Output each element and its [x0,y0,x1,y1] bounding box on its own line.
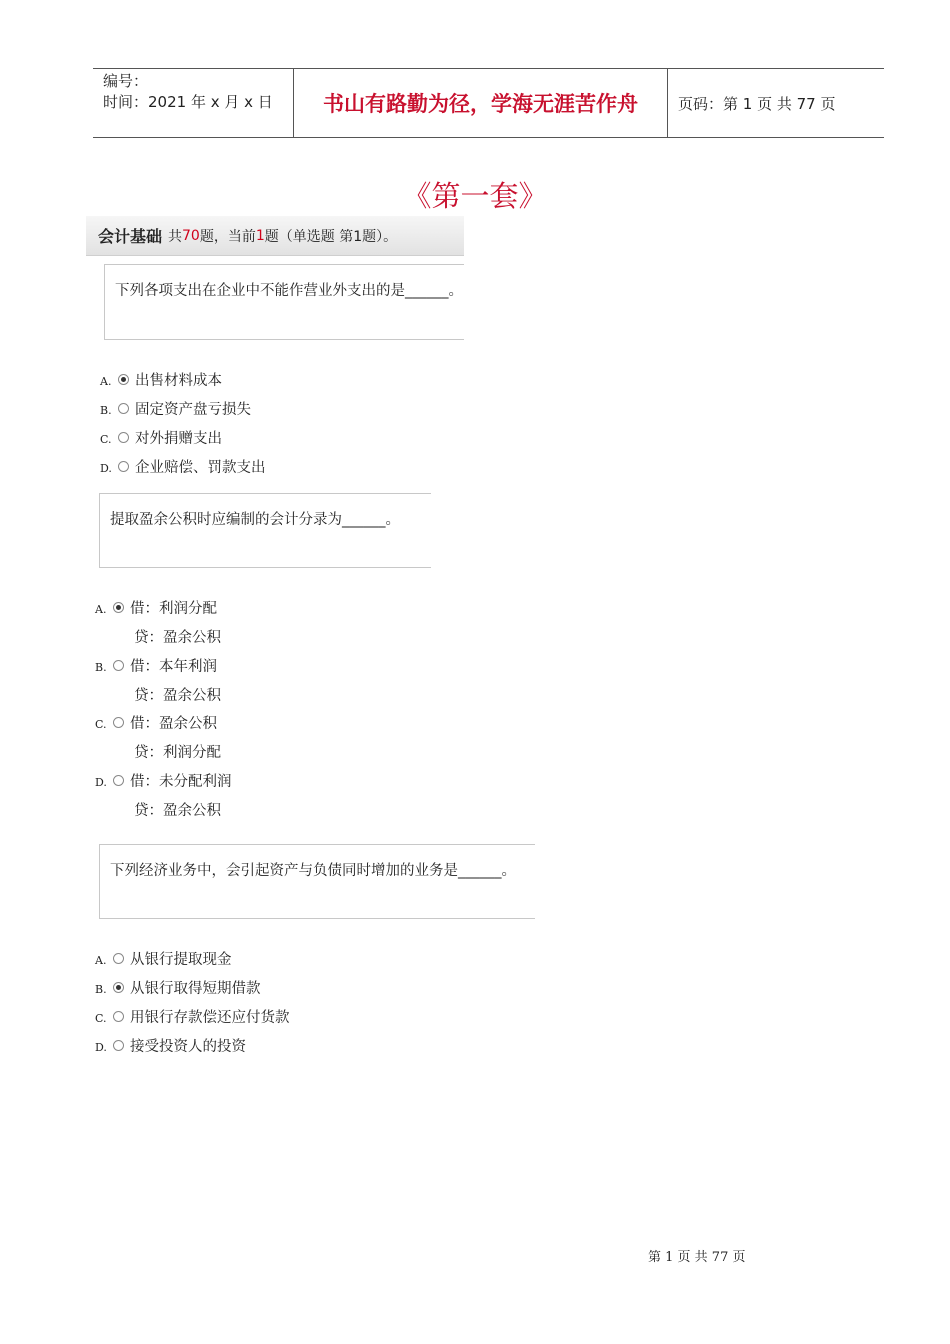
option-letter: D. [95,776,107,789]
option-text: 借：本年利润 [130,659,217,675]
option-2b-credit: 贷：盈余公积 [134,688,221,704]
option-3b[interactable] [95,977,261,998]
radio-selected-icon[interactable] [113,982,124,993]
option-2a-credit: 贷：盈余公积 [134,630,221,646]
question-box-1 [104,264,464,340]
option-text: 接受投资人的投资 [130,1039,246,1055]
page-footer: 第 1 页 共 77 页 [648,1250,746,1265]
option-text: 对外捐赠支出 [135,431,222,447]
option-letter: B. [95,983,107,996]
option-2c[interactable] [95,712,217,733]
total-count: 70 [182,227,200,244]
option-text: 固定资产盘亏损失 [135,402,251,418]
option-letter: B. [95,661,107,674]
radio-icon[interactable] [113,953,124,964]
option-1c[interactable] [100,427,222,448]
option-text: 用银行存款偿还应付货款 [130,1010,290,1026]
current-number: 1 [255,227,265,244]
header-slogan: 书山有路勤为径，学海无涯苦作舟 [294,69,668,137]
option-text: 企业赔偿、罚款支出 [135,460,266,476]
option-letter: D. [95,1041,107,1054]
page-header [93,68,884,138]
option-text: 借：未分配利润 [130,774,232,790]
option-letter: C. [95,718,107,731]
quiz-status-bar [86,216,464,256]
radio-selected-icon[interactable] [113,602,124,613]
radio-icon[interactable] [118,461,129,472]
radio-icon[interactable] [118,432,129,443]
option-letter: C. [95,1012,107,1025]
radio-icon[interactable] [118,403,129,414]
total-prefix: 共 [168,228,183,245]
option-text: 出售材料成本 [135,373,222,389]
option-1a[interactable] [100,369,222,390]
radio-icon[interactable] [113,775,124,786]
document-title: 《第一套》 [402,179,548,213]
option-1b[interactable] [100,398,251,419]
option-letter: B. [100,404,112,417]
option-2c-credit: 贷：利润分配 [134,745,221,761]
option-3a[interactable] [95,948,232,969]
radio-selected-icon[interactable] [118,374,129,385]
option-text: 从银行提取现金 [130,952,232,968]
option-1d[interactable] [100,456,266,477]
option-text: 借：盈余公积 [130,716,217,732]
option-text: 借：利润分配 [130,601,217,617]
option-letter: A. [95,954,107,967]
question-box-3 [99,844,535,919]
radio-icon[interactable] [113,1011,124,1022]
header-meta [93,69,294,137]
code-label: 编号： [103,72,149,90]
radio-icon[interactable] [113,660,124,671]
option-2b[interactable] [95,655,217,676]
option-letter: D. [100,462,112,475]
subject-label: 会计基础 [98,227,163,246]
time-label: 时间：2021 年 x 月 x 日 [103,93,273,111]
question-box-2 [99,493,431,568]
header-page-info: 页码：第 1 页 共 77 页 [678,94,836,113]
current-prefix: 题，当前 [199,228,256,245]
option-2d[interactable] [95,770,232,791]
option-text: 从银行取得短期借款 [130,981,261,997]
option-letter: A. [100,375,112,388]
option-3c[interactable] [95,1006,290,1027]
radio-icon[interactable] [113,717,124,728]
option-2d-credit: 贷：盈余公积 [134,803,221,819]
question-text: 提取盈余公积时应编制的会计分录为______。 [110,512,400,528]
option-3d[interactable] [95,1035,246,1056]
question-text: 下列经济业务中，会引起资产与负债同时增加的业务是______。 [110,863,516,879]
option-letter: C. [100,433,112,446]
radio-icon[interactable] [113,1040,124,1051]
status-suffix: 题（单选题 第1题）。 [264,228,398,245]
option-letter: A. [95,603,107,616]
option-2a[interactable] [95,597,217,618]
question-text: 下列各项支出在企业中不能作营业外支出的是______。 [115,283,463,299]
